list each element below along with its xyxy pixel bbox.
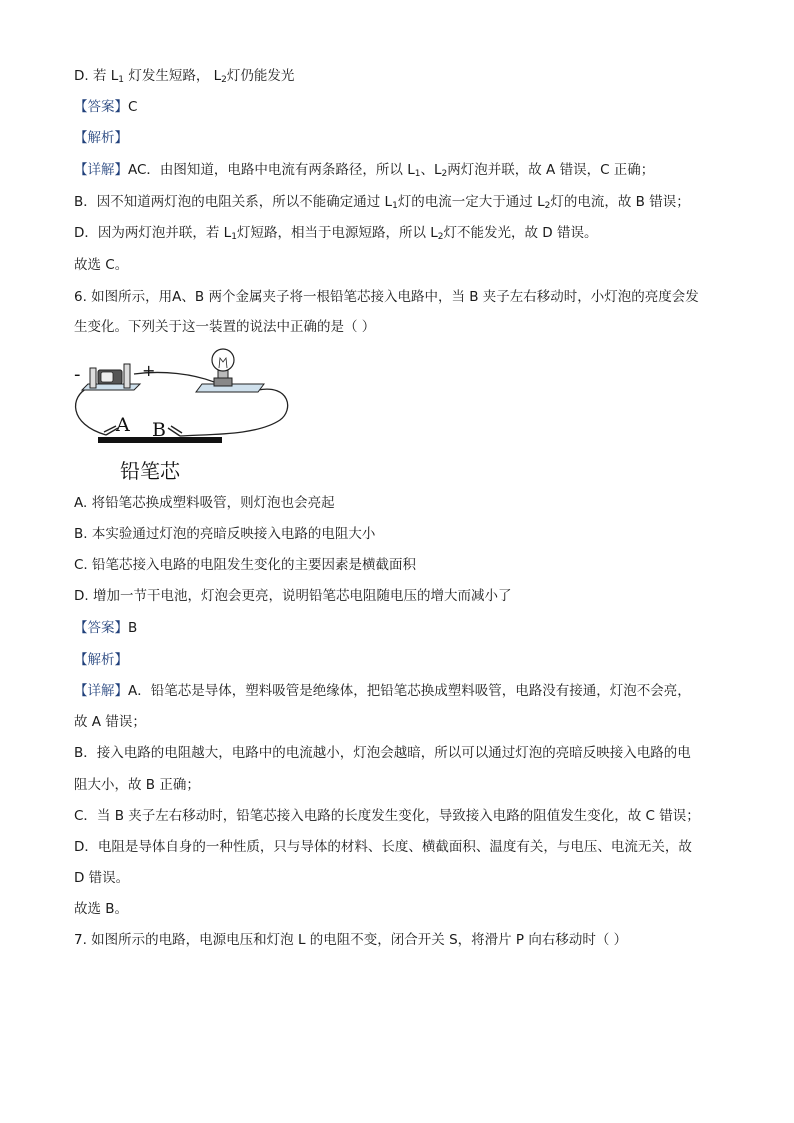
detail-tag: 【详解】 — [74, 683, 128, 699]
detail-text: 灯短路，相当于电源短路，所以 L — [236, 225, 438, 241]
detail-text: 灯不能发光，故 D 错误。 — [443, 225, 598, 241]
q6-stem-line-1: 6. 如图所示，用A、B 两个金属夹子将一根铅笔芯接入电路中，当 B 夹子左右移动时，小灯泡的亮度会发 — [74, 289, 699, 305]
q5-detail-line-2 — [74, 193, 690, 211]
q6-stem-line-2: 生变化。下列关于这一装置的说法中正确的是（ ） — [74, 319, 376, 335]
answer-tag: 【答案】 — [74, 99, 128, 115]
wire-left — [76, 388, 106, 435]
wire-right — [180, 389, 288, 436]
q7-stem: 7. 如图所示的电路，电源电压和灯泡 L 的电阻不变，闭合开关 S，将滑片 P 向右移动时（ ） — [74, 932, 628, 948]
subscript: 2 — [441, 169, 448, 179]
answer-tag: 【答案】 — [74, 620, 128, 636]
q5-detail-line-1 — [74, 161, 654, 179]
figure-caption: 铅笔芯 — [120, 459, 180, 483]
detail-text: B．因不知道两灯泡的电阻关系，所以不能确定通过 L — [74, 194, 393, 210]
q6-detail-line-3: B．接入电路的电阻越大，电路中的电流越小，灯泡会越暗，所以可以通过灯泡的亮暗反映接入电路的电 — [74, 745, 691, 761]
q6-detail-line-5: C．当 B 夹子左右移动时，铅笔芯接入电路的长度发生变化，导致接入电路的阻值发生变化，故 C 错误； — [74, 808, 700, 824]
q6-detail-line-4: 阻大小，故 B 正确； — [74, 777, 200, 793]
subscript: 2 — [544, 201, 551, 211]
bulb-socket — [214, 378, 232, 386]
battery-label — [101, 372, 113, 382]
q5-answer — [74, 98, 137, 116]
circuit-diagram — [68, 344, 300, 486]
detail-text: 灯的电流，故 B 错误； — [550, 194, 690, 210]
detail-text: 两灯泡并联，故 A 错误，C 正确； — [447, 162, 655, 178]
subscript: 1 — [392, 201, 398, 211]
detail-text: AC．由图知道，电路中电流有两条路径，所以 L — [128, 162, 415, 178]
clip-b-label: B — [152, 419, 166, 441]
q5-option-d-text: 灯仍能发光 — [226, 68, 295, 84]
q6-analysis-tag: 【解析】 — [74, 652, 128, 668]
detail-text: D．因为两灯泡并联，若 L — [74, 225, 232, 241]
detail-tag: 【详解】 — [74, 162, 128, 178]
subscript: 1 — [118, 75, 125, 85]
q5-option-d — [74, 67, 294, 85]
q6-answer — [74, 619, 137, 637]
q6-detail-line-2: 故 A 错误； — [74, 714, 146, 730]
clip-b — [168, 426, 182, 436]
q6-detail-line-7: D 错误。 — [74, 870, 130, 886]
detail-text: A．铅笔芯是导体，塑料吸管是绝缘体，把铅笔芯换成塑料吸管，电路没有接通，灯泡不会亮， — [128, 683, 691, 699]
q6-detail-line-1 — [74, 682, 691, 700]
q6-option-c: C. 铅笔芯接入电路的电阻发生变化的主要因素是横截面积 — [74, 557, 417, 573]
q5-analysis-tag: 【解析】 — [74, 130, 128, 146]
q5-option-d-text: D. 若 L — [74, 68, 119, 84]
subscript: 2 — [437, 232, 444, 242]
detail-text: 、L — [420, 162, 442, 178]
q5-conclusion: 故选 C。 — [74, 257, 129, 273]
minus-label: - — [74, 364, 81, 385]
q5-detail-line-3 — [74, 224, 597, 242]
battery-clip-right — [124, 364, 130, 388]
detail-text: 灯的电流一定大于通过 L — [397, 194, 545, 210]
pencil-lead-circuit-figure — [68, 344, 300, 486]
q6-option-d: D. 增加一节干电池，灯泡会更亮，说明铅笔芯电阻随电压的增大而减小了 — [74, 588, 512, 604]
answer-value: C — [128, 99, 138, 115]
q6-conclusion: 故选 B。 — [74, 901, 129, 917]
subscript: 1 — [414, 169, 421, 179]
q6-option-b: B. 本实验通过灯泡的亮暗反映接入电路的电阻大小 — [74, 526, 376, 542]
light-bulb-icon — [212, 349, 234, 371]
q5-option-d-text: 灯发生短路， L — [124, 68, 222, 84]
battery-clip-left — [90, 368, 96, 388]
plus-label: + — [142, 361, 156, 380]
q6-option-a: A. 将铅笔芯换成塑料吸管，则灯泡也会亮起 — [74, 495, 335, 511]
subscript: 2 — [221, 75, 227, 85]
q6-detail-line-6: D．电阻是导体自身的一种性质，只与导体的材料、长度、横截面积、温度有关，与电压、电流无关，故 — [74, 839, 692, 855]
answer-value: B — [128, 620, 138, 636]
subscript: 1 — [231, 232, 237, 242]
clip-a-label: A — [116, 414, 130, 436]
